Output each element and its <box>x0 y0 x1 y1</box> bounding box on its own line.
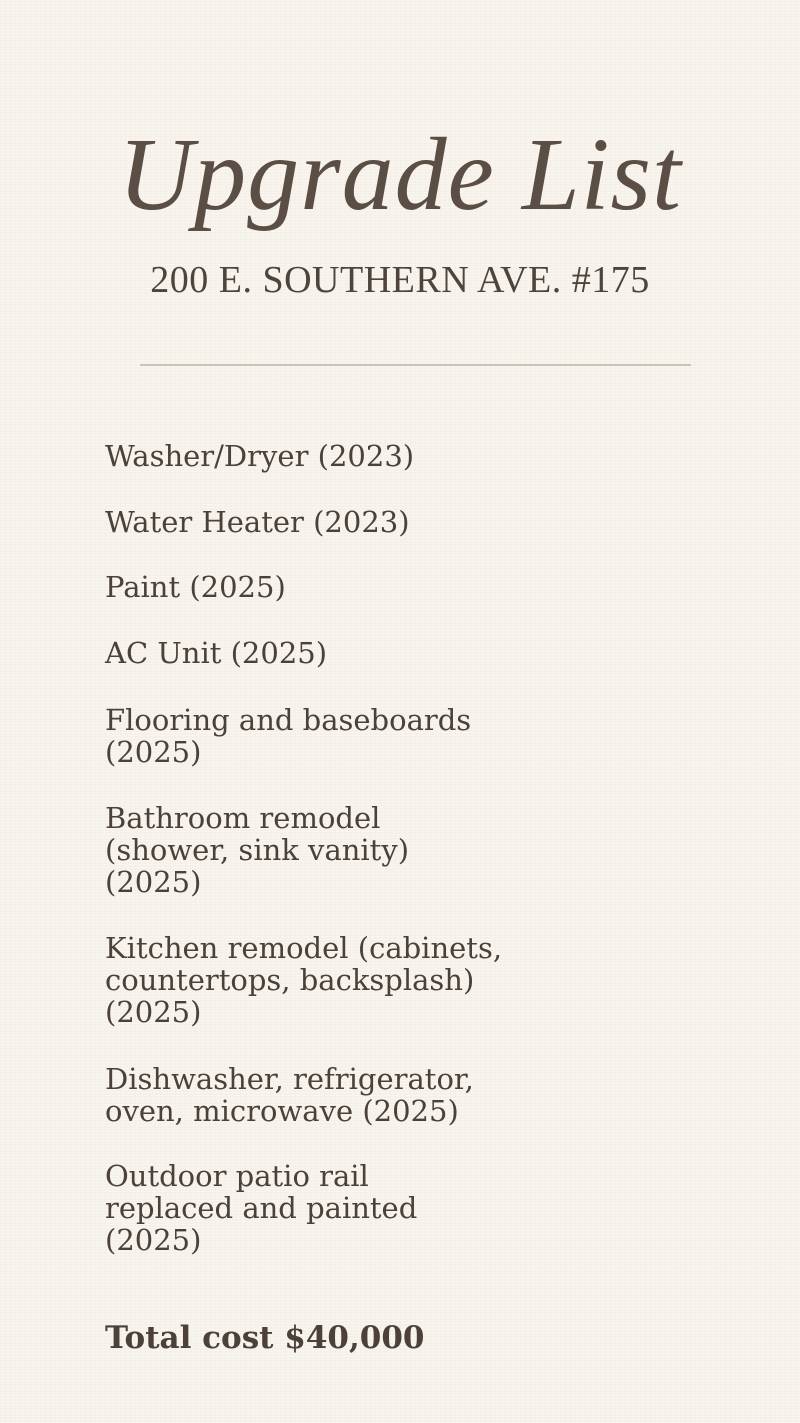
list-item <box>105 1160 705 1256</box>
list-item-line: replaced and painted <box>105 1191 418 1225</box>
list-item-line: Flooring and baseboards <box>105 703 472 737</box>
list-item-line: (shower, sink vanity) <box>105 833 410 867</box>
list-item <box>105 932 705 1028</box>
list-item-line: AC Unit (2025) <box>105 636 328 670</box>
list-item-line: Washer/Dryer (2023) <box>105 439 415 473</box>
list-item-line: Water Heater (2023) <box>105 505 410 539</box>
list-item-line: Kitchen remodel (cabinets, <box>105 931 503 965</box>
list-item-line: Paint (2025) <box>105 570 286 604</box>
page-title: Upgrade List <box>118 117 682 232</box>
list-item-line: Bathroom remodel <box>105 801 381 835</box>
list-item-line: (2025) <box>105 865 202 899</box>
list-item <box>105 440 705 472</box>
list-item-line: Dishwasher, refrigerator, <box>105 1062 474 1096</box>
list-item <box>105 1063 705 1127</box>
property-address: 200 E. SOUTHERN AVE. #175 <box>150 259 650 301</box>
divider <box>140 364 691 366</box>
list-item <box>105 802 705 898</box>
list-item-line: countertops, backsplash) <box>105 963 475 997</box>
list-item-line: (2025) <box>105 1223 202 1257</box>
list-item-line: oven, microwave (2025) <box>105 1094 459 1128</box>
list-item-line: (2025) <box>105 735 202 769</box>
list-item-line: Outdoor patio rail <box>105 1159 369 1193</box>
list-item <box>105 506 705 538</box>
total-cost: Total cost $40,000 <box>105 1320 425 1356</box>
list-item <box>105 637 705 669</box>
list-item <box>105 704 705 768</box>
list-item-line: (2025) <box>105 995 202 1029</box>
list-item <box>105 571 705 603</box>
